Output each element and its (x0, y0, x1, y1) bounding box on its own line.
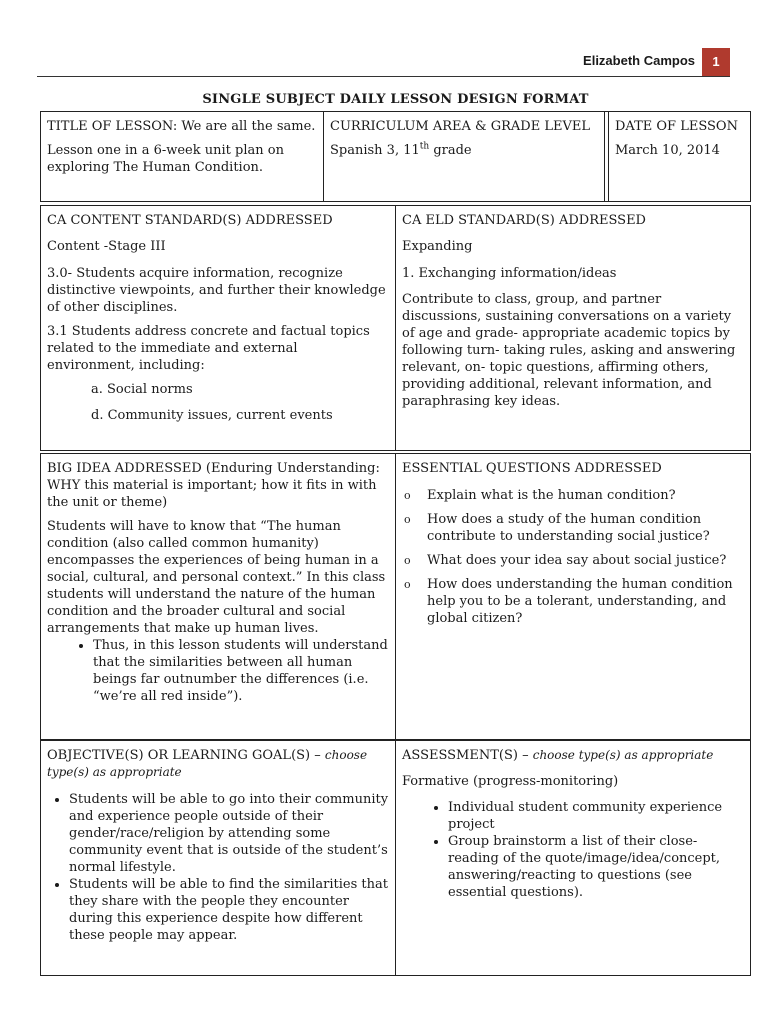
objective-item: • Students will be able to go into their community and experience people outside of their gender/race/religion by attending some community event that is outside of the student’s normal lifestyle. (69, 791, 389, 876)
circle-bullet-icon: o (404, 578, 411, 591)
big-idea-title: BIG IDEA ADDRESSED (Enduring Understanding: WHY this material is important; how it fits in with the unit or theme) (47, 461, 380, 510)
assessment-item: • Individual student community experience project (448, 799, 744, 833)
essential-questions-cell (396, 454, 750, 739)
curriculum-area-value: Spanish 3, 11th grade (330, 141, 472, 158)
date-of-lesson-value: March 10, 2014 (615, 143, 720, 158)
lesson-info-row (40, 111, 751, 202)
essential-questions-list (402, 487, 744, 627)
content-stage: Content -Stage III (47, 239, 166, 254)
big-idea-paragraph: Students will have to know that “The human condition (also called common humanity) encompasses the experiences of being human in a social, cultural, and personal context.” In this class students will understand the nature of the human condition and the broader cultural and social arrangements that make up human lives. (47, 519, 386, 636)
circle-bullet-icon: o (404, 554, 411, 567)
big-idea-list (47, 637, 389, 705)
date-of-lesson-label: DATE OF LESSON (615, 119, 738, 134)
circle-bullet-icon: o (404, 513, 411, 526)
page-number-badge: 1 (702, 48, 730, 76)
title-of-lesson-label: TITLE OF LESSON: We are all the same. (47, 119, 316, 134)
eld-level: Expanding (402, 239, 473, 254)
essential-question: o Explain what is the human condition? (404, 488, 676, 503)
date-of-lesson-cell (609, 112, 750, 201)
essential-question: o What does your idea say about social justice? (404, 553, 727, 568)
assessment-cell (396, 741, 750, 975)
title-of-lesson-cell (41, 112, 323, 201)
content-standard-3-0: 3.0- Students acquire information, recognize distinctive viewpoints, and further their knowledge of other disciplines. (47, 266, 386, 315)
essential-question: o How does a study of the human condition contribute to understanding social justice? (404, 512, 710, 544)
curriculum-area-cell (324, 112, 604, 201)
big-idea-cell (41, 454, 395, 739)
content-item-d: d. Community issues, current events (91, 408, 333, 423)
curriculum-area-label: CURRICULUM AREA & GRADE LEVEL (330, 119, 590, 134)
page-header (37, 48, 730, 77)
content-standards-cell (41, 206, 395, 450)
standards-row (40, 205, 751, 451)
content-item-a: a. Social norms (91, 382, 193, 397)
assessment-type: Formative (progress-monitoring) (402, 774, 619, 789)
assessment-list (402, 799, 744, 901)
eld-description: Contribute to class, group, and partner discussions, sustaining conversations on a variety of age and grade- appropriate academic topics by following turn- taking rules, asking and answering relevant, on- topic questions, affirming others, providing additional, relevant information, and paraphrasing key ideas. (402, 292, 736, 409)
circle-bullet-icon: o (404, 489, 411, 502)
big-idea-row (40, 453, 751, 740)
assessment-title: ASSESSMENT(S) – choose type(s) as appropriate (402, 748, 714, 763)
content-standard-3-1: 3.1 Students address concrete and factual topics related to the immediate and external environment, including: (47, 324, 370, 373)
objectives-cell (41, 741, 395, 975)
eld-standards-cell (396, 206, 750, 450)
content-standards-title: CA CONTENT STANDARD(S) ADDRESSED (47, 213, 333, 228)
objectives-row (40, 740, 751, 976)
eld-standards-title: CA ELD STANDARD(S) ADDRESSED (402, 213, 646, 228)
objectives-title: OBJECTIVE(S) OR LEARNING GOAL(S) – choose type(s) as appropriate (47, 748, 368, 779)
essential-question: o How does understanding the human condition help you to be a tolerant, understanding, and global citizen? (404, 577, 733, 626)
essential-questions-title: ESSENTIAL QUESTIONS ADDRESSED (402, 461, 662, 476)
objectives-list (47, 791, 389, 944)
title-of-lesson-description: Lesson one in a 6-week unit plan on exploring The Human Condition. (47, 143, 284, 175)
assessment-item: • Group brainstorm a list of their close-reading of the quote/image/idea/concept, answering/reacting to questions (see essential questions). (448, 833, 744, 901)
objective-item: • Students will be able to find the similarities that they share with the people they encounter during this experience despite how different these people may appear. (69, 876, 389, 944)
document-title: SINGLE SUBJECT DAILY LESSON DESIGN FORMAT (202, 92, 589, 107)
big-idea-bullet: • Thus, in this lesson students will understand that the similarities between all human beings far outnumber the differences (i.e. “we’re all red inside”). (93, 637, 389, 705)
author-name: Elizabeth Campos (583, 53, 695, 68)
eld-item: 1. Exchanging information/ideas (402, 266, 617, 281)
